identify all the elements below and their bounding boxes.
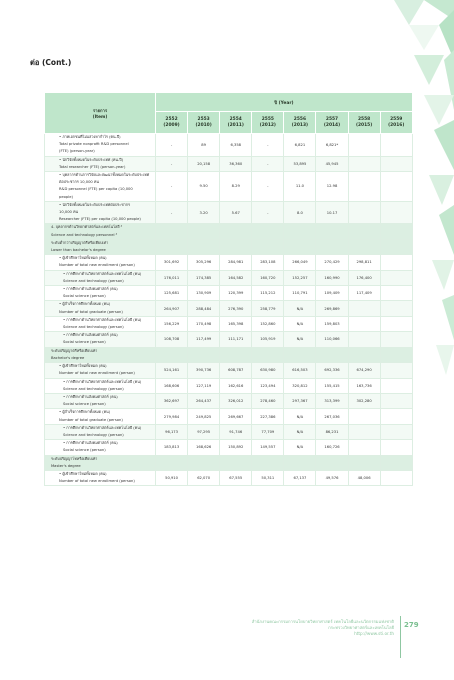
- value-cell: [156, 224, 188, 239]
- value-cell: 305,296: [188, 255, 220, 270]
- value-cell: -: [252, 201, 284, 224]
- row-label-line: ต่อประชากร 10,000 คน: [59, 180, 99, 185]
- value-cell: 269,667: [220, 409, 252, 424]
- value-cell: 301,692: [156, 255, 188, 270]
- value-cell: 302,280: [348, 393, 380, 408]
- value-cell: [380, 172, 412, 202]
- row-label-line: (FTE) (person-year): [59, 149, 95, 154]
- footer-url: http://www.sti.or.th: [354, 631, 394, 636]
- table-row: [45, 156, 413, 171]
- footer-publisher: [196, 619, 394, 637]
- table-row: [45, 378, 413, 393]
- table-row: [45, 424, 413, 439]
- value-cell: 48,006: [348, 470, 380, 485]
- value-cell: 152,257: [284, 270, 316, 285]
- value-cell: 12.98: [316, 172, 348, 202]
- value-cell: 264,437: [188, 393, 220, 408]
- value-cell: 176,400: [348, 270, 380, 285]
- row-label: [45, 286, 156, 301]
- row-label-line: Master's degree: [51, 463, 81, 468]
- year-th: 2554: [229, 116, 242, 122]
- page-number: 279: [404, 621, 419, 629]
- value-cell: 270,429: [316, 255, 348, 270]
- value-cell: 6,821: [284, 134, 316, 157]
- row-label: [45, 270, 156, 285]
- section-row: [45, 455, 413, 470]
- value-cell: [348, 332, 380, 347]
- value-cell: N/A: [284, 332, 316, 347]
- value-cell: 11.0: [284, 172, 316, 202]
- table-row: [45, 286, 413, 301]
- value-cell: [316, 455, 348, 470]
- value-cell: -: [156, 201, 188, 224]
- value-cell: [348, 156, 380, 171]
- value-cell: [380, 347, 412, 362]
- table-row: [45, 172, 413, 202]
- row-label: [45, 316, 156, 331]
- row-label: [45, 332, 156, 347]
- value-cell: 109,409: [316, 286, 348, 301]
- value-cell: [380, 363, 412, 378]
- value-cell: 176,011: [156, 270, 188, 285]
- value-cell: N/A: [284, 301, 316, 316]
- value-cell: [380, 393, 412, 408]
- value-cell: 89: [188, 134, 220, 157]
- row-label-line: ระดับปริญญาตรีหรือเทียบเท่า: [51, 348, 98, 353]
- value-cell: [284, 239, 316, 254]
- year-th: 2555: [261, 116, 274, 122]
- row-label-line: • ผู้เข้าศึกษาใหม่ทั้งหมด (คน): [59, 471, 107, 476]
- value-cell: 297,367: [284, 393, 316, 408]
- value-cell: 160,726: [316, 440, 348, 455]
- row-label-line: • ผู้สำเร็จการศึกษาทั้งหมด (คน): [59, 302, 111, 307]
- value-cell: 110,066: [316, 332, 348, 347]
- table-row: [45, 332, 413, 347]
- value-cell: [156, 347, 188, 362]
- value-cell: 155,415: [316, 378, 348, 393]
- value-cell: 160,720: [252, 270, 284, 285]
- table-row: [45, 363, 413, 378]
- year-header-2011: [220, 112, 252, 134]
- value-cell: [380, 316, 412, 331]
- value-cell: [156, 455, 188, 470]
- value-cell: [252, 455, 284, 470]
- value-cell: 362,697: [156, 393, 188, 408]
- year-th: 2553: [197, 116, 210, 122]
- statistics-table: [44, 92, 413, 486]
- row-label: [45, 134, 156, 157]
- value-cell: 160,990: [316, 270, 348, 285]
- value-cell: 674,290: [348, 363, 380, 378]
- value-cell: 77,709: [252, 424, 284, 439]
- row-label-line: • นักวิจัยทั้งหมดในระดับประเทศต่อประชากร: [59, 202, 131, 207]
- row-label-line: • บุคลากรด้านการวิจัยและพัฒนาทั้งหมดในระดับประเทศ: [59, 173, 150, 178]
- value-cell: [348, 409, 380, 424]
- value-cell: -: [156, 172, 188, 202]
- year-en: (2015): [355, 122, 373, 128]
- value-cell: 276,390: [220, 301, 252, 316]
- row-label-line: Number of total new enrollment (person): [59, 371, 135, 376]
- value-cell: [380, 255, 412, 270]
- value-cell: [380, 286, 412, 301]
- value-cell: 163,736: [348, 378, 380, 393]
- row-label-line: Social science (person): [63, 448, 106, 453]
- value-cell: [348, 301, 380, 316]
- value-cell: 288,484: [188, 301, 220, 316]
- year-header-2010: [188, 112, 220, 134]
- value-cell: 284,981: [220, 255, 252, 270]
- row-label-line: people): [59, 194, 73, 199]
- year-header-2013: [284, 112, 316, 134]
- value-cell: [348, 224, 380, 239]
- value-cell: [380, 332, 412, 347]
- value-cell: 279,984: [156, 409, 188, 424]
- value-cell: 298,811: [348, 255, 380, 270]
- value-cell: 183,813: [156, 440, 188, 455]
- value-cell: 130,909: [188, 286, 220, 301]
- value-cell: 6,358: [220, 134, 252, 157]
- row-label: [45, 378, 156, 393]
- value-cell: 269,869: [316, 301, 348, 316]
- row-label-line: Bachelor's degree: [51, 355, 85, 360]
- value-cell: 20,158: [188, 156, 220, 171]
- row-label-line: 4. บุคลากรด้านวิทยาศาสตร์และเทคโนโลยี ⁴: [51, 225, 123, 230]
- value-cell: [284, 347, 316, 362]
- footer-line-1: สำนักงานคณะกรรมการนโยบายวิทยาศาสตร์ เทคโนโลยีและนวัตกรรมแห่งชาติ: [251, 619, 394, 624]
- value-cell: 3.20: [188, 201, 220, 224]
- value-cell: [348, 455, 380, 470]
- row-label-line: 10,000 คน: [59, 210, 79, 215]
- value-cell: 120,399: [220, 286, 252, 301]
- table-row: [45, 301, 413, 316]
- value-cell: 227,386: [252, 409, 284, 424]
- table-row: [45, 316, 413, 331]
- value-cell: 283,108: [252, 255, 284, 270]
- value-cell: [252, 347, 284, 362]
- row-label-line: Social science (person): [63, 340, 106, 345]
- value-cell: 164,582: [220, 270, 252, 285]
- value-cell: 326,012: [220, 393, 252, 408]
- page-title: ต่อ (Cont.): [30, 58, 72, 67]
- year-header-2009: [156, 112, 188, 134]
- value-cell: 9.50: [188, 172, 220, 202]
- value-cell: 149,557: [252, 440, 284, 455]
- value-cell: 168,626: [188, 440, 220, 455]
- value-cell: 110,791: [284, 286, 316, 301]
- value-cell: 278,460: [252, 393, 284, 408]
- table-row: [45, 470, 413, 485]
- value-cell: 8.0: [284, 201, 316, 224]
- value-cell: [348, 347, 380, 362]
- value-cell: [348, 424, 380, 439]
- value-cell: [316, 347, 348, 362]
- row-label-line: • ภาคเอกชนที่ไม่แสวงหากำไร (คน-ปี): [59, 135, 121, 139]
- row-label-line: Science and technology (person): [63, 278, 124, 283]
- year-th: 2558: [357, 116, 371, 122]
- row-label: [45, 393, 156, 408]
- value-cell: 165,398: [220, 316, 252, 331]
- row-label-line: • การศึกษาด้านวิทยาศาสตร์และเทคโนโลยี (คน): [63, 317, 142, 322]
- year-en: (2010): [195, 122, 212, 128]
- item-column-header: [45, 93, 156, 134]
- value-cell: N/A: [284, 424, 316, 439]
- value-cell: 45,945: [316, 156, 348, 171]
- value-cell: 105,919: [252, 332, 284, 347]
- value-cell: 97,295: [188, 424, 220, 439]
- year-en: (2012): [259, 122, 276, 128]
- value-cell: -: [252, 172, 284, 202]
- value-cell: [220, 224, 252, 239]
- value-cell: 49,576: [316, 470, 348, 485]
- year-th: 2559: [390, 116, 403, 122]
- item-header-th: รายการ: [92, 108, 108, 113]
- value-cell: 168,606: [156, 378, 188, 393]
- value-cell: [252, 239, 284, 254]
- row-label-line: Number of total graduate (person): [59, 417, 123, 422]
- value-cell: 86,231: [316, 424, 348, 439]
- row-label-line: • การศึกษาด้านสังคมศาสตร์ (คน): [63, 287, 118, 292]
- value-cell: 264,907: [156, 301, 188, 316]
- value-cell: [156, 239, 188, 254]
- value-cell: 50,910: [156, 470, 188, 485]
- value-cell: [380, 455, 412, 470]
- row-label-line: Social science (person): [63, 402, 106, 407]
- value-cell: 150,892: [220, 440, 252, 455]
- row-label-line: Lower than bachelor's degree: [51, 248, 106, 253]
- year-en: (2014): [323, 122, 341, 128]
- value-cell: 115,212: [252, 286, 284, 301]
- value-cell: [188, 224, 220, 239]
- row-label-line: Number of total new enrollment (person): [59, 479, 135, 484]
- row-label-line: Science and technology (person): [63, 386, 124, 391]
- value-cell: [380, 424, 412, 439]
- value-cell: [380, 239, 412, 254]
- row-label-line: Science and technology (person): [63, 432, 124, 437]
- year-header-2016: [380, 112, 412, 134]
- value-cell: [284, 224, 316, 239]
- row-label-line: Social science (person): [63, 294, 106, 299]
- value-cell: 267,036: [316, 409, 348, 424]
- value-cell: 127,119: [188, 378, 220, 393]
- value-cell: 5.67: [220, 201, 252, 224]
- row-label: [45, 470, 156, 485]
- value-cell: 174,385: [188, 270, 220, 285]
- table-row: [45, 134, 413, 157]
- value-cell: [220, 347, 252, 362]
- row-label-line: • การศึกษาด้านวิทยาศาสตร์และเทคโนโลยี (คน): [63, 271, 142, 276]
- value-cell: [380, 201, 412, 224]
- value-cell: [348, 316, 380, 331]
- row-label-line: • การศึกษาด้านสังคมศาสตร์ (คน): [63, 394, 118, 399]
- row-label-line: • การศึกษาด้านสังคมศาสตร์ (คน): [63, 333, 118, 338]
- value-cell: 6,821*: [316, 134, 348, 157]
- row-label-line: • การศึกษาด้านวิทยาศาสตร์และเทคโนโลยี (คน): [63, 379, 142, 384]
- year-header-2015: [348, 112, 380, 134]
- value-cell: 156,229: [156, 316, 188, 331]
- row-label-line: • ผู้เข้าศึกษาใหม่ทั้งหมด (คน): [59, 364, 107, 369]
- row-label: [45, 156, 156, 171]
- row-label-line: • นักวิจัยทั้งหมดในระดับประเทศ (คน-ปี): [59, 157, 124, 162]
- value-cell: 630,980: [252, 363, 284, 378]
- value-cell: [348, 172, 380, 202]
- row-label-line: Researcher (FTE) per capita (10,000 people): [59, 217, 141, 222]
- value-cell: 91,746: [220, 424, 252, 439]
- row-label-line: • การศึกษาด้านสังคมศาสตร์ (คน): [63, 441, 118, 446]
- row-label: [45, 255, 156, 270]
- table-row: [45, 201, 413, 224]
- value-cell: 692,336: [316, 363, 348, 378]
- row-label: [45, 201, 156, 224]
- value-cell: 320,812: [284, 378, 316, 393]
- year-header-2014: [316, 112, 348, 134]
- value-cell: 117,499: [188, 332, 220, 347]
- value-cell: 111,171: [220, 332, 252, 347]
- value-cell: 67,137: [284, 470, 316, 485]
- value-cell: [316, 224, 348, 239]
- value-cell: [380, 470, 412, 485]
- page-number-divider: [400, 616, 401, 658]
- row-label: [45, 409, 156, 424]
- section-row: [45, 239, 413, 254]
- value-cell: [348, 201, 380, 224]
- value-cell: [380, 134, 412, 157]
- table-row: [45, 409, 413, 424]
- row-label: [45, 172, 156, 202]
- year-th: 2552: [165, 116, 178, 122]
- row-label-line: ระดับปริญญาโทหรือเทียบเท่า: [51, 456, 98, 461]
- table-row: [45, 270, 413, 285]
- value-cell: -: [252, 134, 284, 157]
- item-header-en: (Item): [92, 114, 108, 119]
- value-cell: [188, 239, 220, 254]
- table-row: [45, 393, 413, 408]
- row-label-line: • ผู้สำเร็จการศึกษาทั้งหมด (คน): [59, 410, 111, 415]
- value-cell: [380, 224, 412, 239]
- row-label-line: • การศึกษาด้านวิทยาศาสตร์และเทคโนโลยี (คน): [63, 425, 142, 430]
- value-cell: [220, 239, 252, 254]
- value-cell: [252, 224, 284, 239]
- value-cell: 108,708: [156, 332, 188, 347]
- value-cell: 8.29: [220, 172, 252, 202]
- row-label: [45, 347, 156, 362]
- value-cell: 616,503: [284, 363, 316, 378]
- row-label: [45, 224, 156, 239]
- value-cell: 170,498: [188, 316, 220, 331]
- value-cell: 36,360: [220, 156, 252, 171]
- row-label-line: Total private nonprofit R&D personnel: [59, 142, 129, 147]
- section-row: [45, 224, 413, 239]
- value-cell: 162,616: [220, 378, 252, 393]
- row-label-line: • ผู้เข้าศึกษาใหม่ทั้งหมด (คน): [59, 256, 107, 261]
- row-label-line: Number of total new enrollment (person): [59, 263, 135, 268]
- value-cell: [380, 270, 412, 285]
- value-cell: 159,803: [316, 316, 348, 331]
- value-cell: 96,173: [156, 424, 188, 439]
- value-cell: [188, 347, 220, 362]
- value-cell: [220, 455, 252, 470]
- value-cell: [380, 156, 412, 171]
- value-cell: [380, 440, 412, 455]
- value-cell: 266,049: [284, 255, 316, 270]
- value-cell: 390,736: [188, 363, 220, 378]
- row-label: [45, 440, 156, 455]
- row-label-line: Number of total graduate (person): [59, 309, 123, 314]
- row-label: [45, 363, 156, 378]
- row-label-line: Total researcher (FTE) (person-year): [59, 164, 126, 169]
- footer-line-2: กระทรวงวิทยาศาสตร์และเทคโนโลยี: [328, 625, 394, 630]
- value-cell: 62,070: [188, 470, 220, 485]
- value-cell: [348, 440, 380, 455]
- value-cell: -: [156, 156, 188, 171]
- year-en: (2011): [227, 122, 244, 128]
- value-cell: N/A: [284, 316, 316, 331]
- value-cell: -: [156, 134, 188, 157]
- value-cell: 524,161: [156, 363, 188, 378]
- value-cell: [348, 239, 380, 254]
- value-cell: [380, 301, 412, 316]
- year-th: 2557: [325, 116, 339, 122]
- value-cell: 608,787: [220, 363, 252, 378]
- row-label: [45, 301, 156, 316]
- row-label: [45, 424, 156, 439]
- year-header-2012: [252, 112, 284, 134]
- section-row: [45, 347, 413, 362]
- table-row: [45, 255, 413, 270]
- value-cell: [380, 378, 412, 393]
- year-en: (2013): [291, 122, 309, 128]
- value-cell: 249,825: [188, 409, 220, 424]
- value-cell: 125,681: [156, 286, 188, 301]
- year-th: 2556: [293, 116, 307, 122]
- year-en: (2009): [163, 122, 180, 128]
- year-en: (2016): [388, 122, 405, 128]
- value-cell: 67,555: [220, 470, 252, 485]
- value-cell: 258,779: [252, 301, 284, 316]
- value-cell: -: [252, 156, 284, 171]
- value-cell: [188, 455, 220, 470]
- value-cell: N/A: [284, 409, 316, 424]
- value-cell: 313,399: [316, 393, 348, 408]
- row-label: [45, 455, 156, 470]
- row-label-line: Science and technology personnel ⁴: [51, 232, 118, 237]
- row-label-line: R&D personnel (FTE) per capita (10,000: [59, 187, 133, 192]
- row-label-line: ระดับต่ำกว่าปริญญาตรีหรือเทียบเท่า: [51, 240, 109, 245]
- value-cell: 152,860: [252, 316, 284, 331]
- value-cell: 50,311: [252, 470, 284, 485]
- value-cell: [348, 134, 380, 157]
- value-cell: 10.17: [316, 201, 348, 224]
- value-cell: [380, 409, 412, 424]
- row-label-line: Science and technology (person): [63, 325, 124, 330]
- value-cell: N/A: [284, 440, 316, 455]
- value-cell: [316, 239, 348, 254]
- table-row: [45, 440, 413, 455]
- value-cell: 53,895: [284, 156, 316, 171]
- value-cell: 123,494: [252, 378, 284, 393]
- year-column-header: ปี (Year): [156, 93, 413, 112]
- row-label: [45, 239, 156, 254]
- value-cell: 117,409: [348, 286, 380, 301]
- value-cell: [284, 455, 316, 470]
